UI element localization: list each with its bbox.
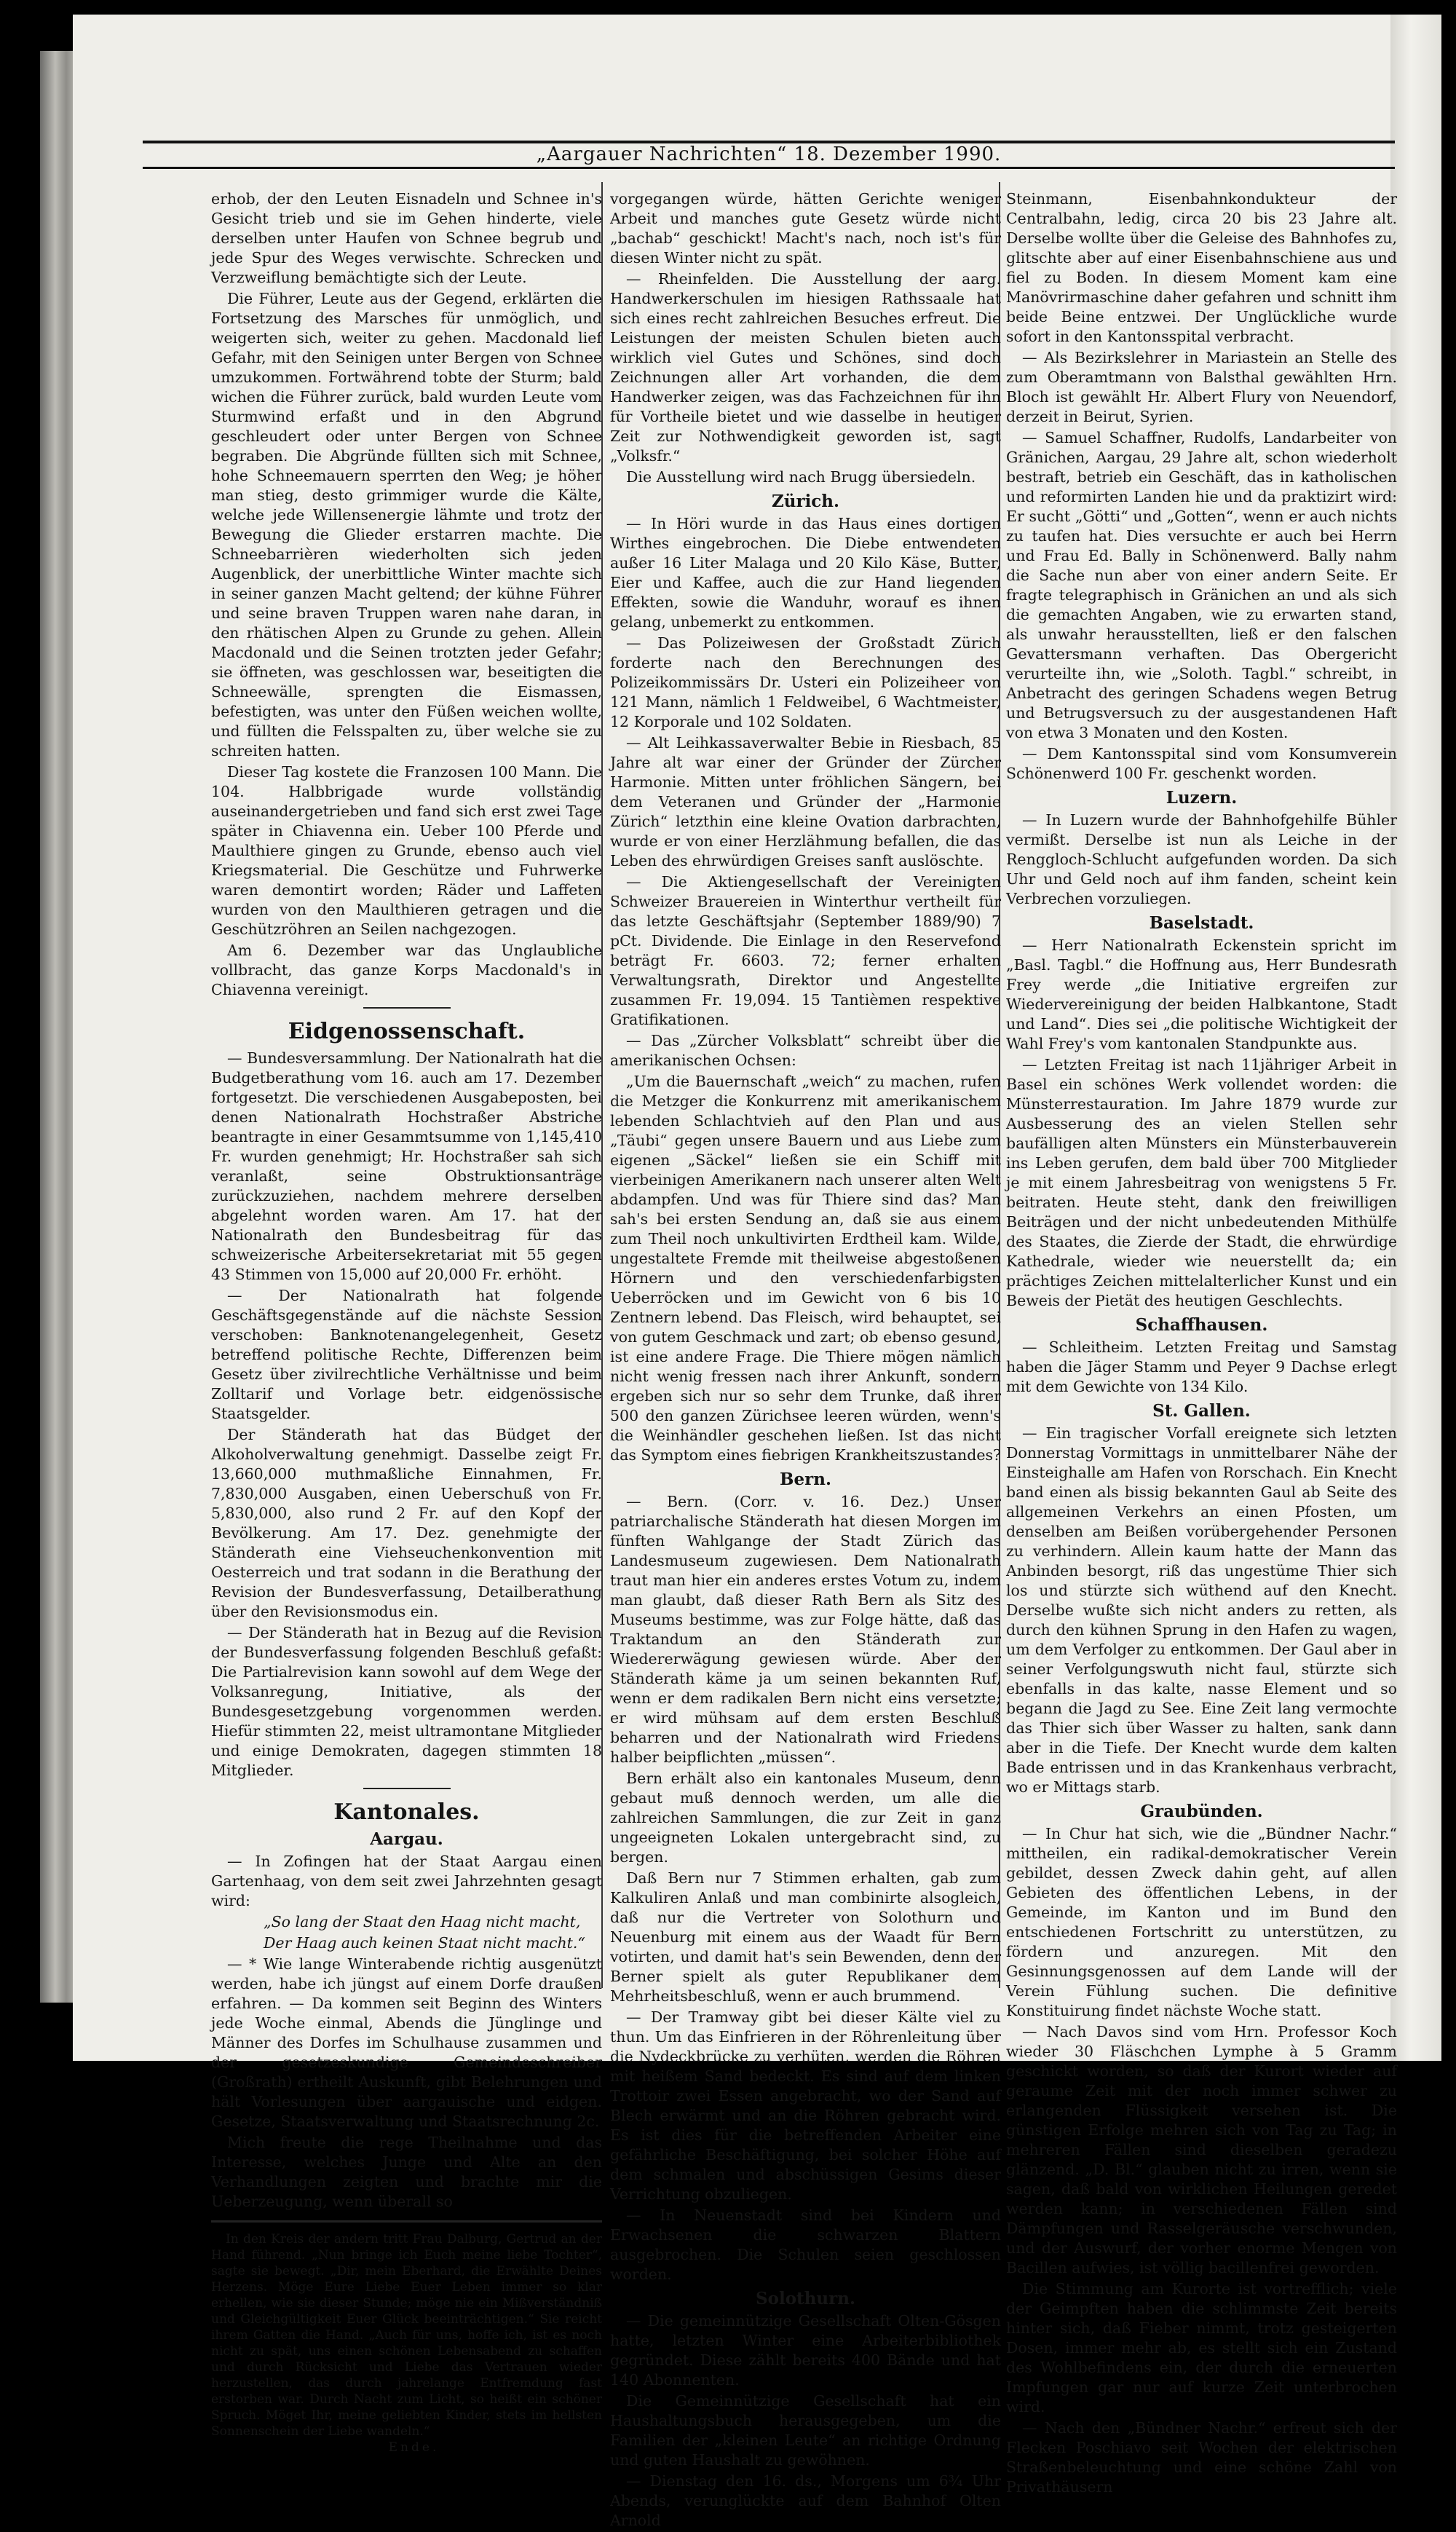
paragraph: — In Höri wurde in das Haus eines dortigen Wirthes eingebrochen. Die Diebe entwendeten außer 16 Liter Malaga und 20 Kilo Käse, Butter, Eier und Kaffee, auch die zur Hand liegenden Effekten, sowie die Wanduhr, worauf es ihnen gelang, unbemerkt zu entkommen. <box>610 515 1001 631</box>
sub-heading-luzern: Luzern. <box>1166 788 1238 808</box>
paragraph: — Das „Zürcher Volksblatt“ schreibt über die amerikanischen Ochsen: <box>610 1032 1001 1069</box>
feuilleton-paragraph: In den Kreis der andern tritt Frau Dalburg, Gertrud an der Hand führend. „Nun bringe ich Euch meine liebe Tochter“, sagte sie bewegt. „Dir, mein Eberhard, die Erwählte Deines Herzens. Möge Eure Liebe Euer Leben immer so klar erhellen, wie sie dieser Stunde; möge nie ein Mißverständniß und Gleichgültigkeit Euer Glück beeinträchtigen.“ Sie reicht ihrem Gatten die Hand. „Auch für uns, hoffe ich, ist es noch nicht zu spät, uns einen schönen Lebensabend zu schaffen und durch Rücksicht und Liebe das Vertrauen wieder herzustellen, das durch jahrelange Entfremdung fast erstorben war. Durch Nacht zum Licht, so heißt ein schöner Spruch. Möget Ihr, meine geliebten Kinder, stets im hellsten Sonnenschein der Liebe wandeln.“ <box>211 2232 602 2439</box>
paragraph: — Der Ständerath hat in Bezug auf die Revision der Bundesverfassung folgenden Beschluß gefaßt: Die Partialrevision kann sowohl auf dem Wege der Volksanregung, Initiative, als der Bundesgesetzgebung vorgenommen werden. Hiefür stimmten 22, meist ultramontane Mitglieder und einige Demokraten, dagegen stimmten 18 Mitglieder. <box>211 1624 602 1779</box>
paragraph: — Als Bezirkslehrer in Mariastein an Stelle des zum Oberamtmann von Balsthal gewählten Hrn. Bloch ist gewählt Hr. Albert Flury von Neuendorf, derzeit in Beirut, Syrien. <box>1006 349 1397 425</box>
masthead-rule-bottom <box>143 167 1395 169</box>
paragraph: — Herr Nationalrath Eckenstein spricht im „Basl. Tagbl.“ die Hoffnung aus, Herr Bundesrath Frey werde „die Initiative ergreifen zur Wiedervereinigung der beiden Halbkantone, Stadt und Land“. Dies sei „die politische Wichtigkeit der Wahl Frey's vom kantonalen Standpunkte aus. <box>1006 936 1397 1052</box>
paragraph: — Alt Leihkassaverwalter Bebie in Riesbach, 85 Jahre alt war einer der Gründer der Zürcher Harmonie. Mitten unter fröhlichen Sängern, bei dem Veteranen und Gründer der „Harmonie Zürich“ letzthin eine kleine Ovation darbrachten, wurde er von einer Herzlähmung befallen, die das Leben des ehrwürdigen Greises sanft auslöschte. <box>610 734 1001 869</box>
paragraph: — Das Polizeiwesen der Großstadt Zürich forderte nach den Berechnungen des Polizeikommissärs Dr. Usteri ein Polizeiheer von 121 Mann, nämlich 1 Feldweibel, 6 Wachtmeister, 12 Korporale und 102 Soldaten. <box>610 634 1001 730</box>
section-heading-kantonales: Kantonales. <box>333 1799 480 1825</box>
paragraph: — Die Aktiengesellschaft der Vereinigten Schweizer Brauereien in Winterthur vertheilt für das letzte Geschäftsjahr (September 1889/90) 7 pCt. Dividende. Die Einlage in den Reservefond beträgt Fr. 6603. 72; ferner erhalten Verwaltungsrath, Direktor und Angestellte zusammen Fr. 19,094. 15 Tantièmen respektive Gratifikationen. <box>610 873 1001 1028</box>
sub-heading-bern: Bern. <box>780 1470 831 1489</box>
feuilleton-end: Ende. <box>388 2440 440 2455</box>
divider <box>363 1788 451 1789</box>
feuilleton <box>211 2231 602 2456</box>
paragraph: Die Gemeinnützige Gesellschaft hat ein Haushaltungsbuch herausgegeben, um die Familien der „kleinen Leute“ an richtige Ordnung und guten Haushalt zu gewöhnen. <box>610 2392 1001 2469</box>
paragraph: Am 6. Dezember war das Unglaubliche vollbracht, das ganze Korps Macdonald's in Chiavenna vereinigt. <box>211 942 602 998</box>
paragraph: „Um die Bauernschaft „weich“ zu machen, rufen die Metzger die Konkurrenz mit amerikanischem lebenden Schlachtvieh auf den Plan und aus „Täubi“ gegen unsere Bauern und aus Liebe zum eigenen „Säckel“ ließen sie ein Schiff mit vierbeinigen Amerikanern nach unserer alten Welt abdampfen. Und was für Thiere sind das? Man sah's bei ersten Sendung an, daß sie aus einem zum Theil noch unkultivirten Erdtheil kam. Wilde, ungestaltete Fremde mit theilweise abgestoßenen Hörnern und den verschiedenfarbigsten Ueberröcken und im Gewicht von 6 bis 10 Zentnern lebend. Das Fleisch, wird behauptet, sei von gutem Geschmack und zart; ob ebenso gesund, ist eine andere Frage. Die Thiere mögen nämlich nicht wenig fressen nach ihrer Ankunft, sondern ergeben sich nur so sehr dem Trunke, daß ihrer 500 den ganzen Zürichsee leeren würden, wenn's die Weinhändler geschehen ließen. Ist das nicht das Symptom eines fiebrigen Krankheitszustandes? <box>610 1073 1001 1464</box>
paragraph: Steinmann, Eisenbahnkondukteur der Centralbahn, ledig, circa 20 bis 23 Jahre alt. Derselbe wollte über die Geleise des Bahnhofes zu, glitschte aber auf einer Eisenbahnschiene aus und fiel zu Boden. In diesem Moment kam eine Manövrirmaschine daher gefahren und schnitt ihm beide Beine entzwei. Der Unglückliche wurde sofort in den Kantonsspital verbracht. <box>1006 190 1397 345</box>
divider <box>363 1007 451 1009</box>
paragraph: — Bundesversammlung. Der Nationalrath hat die Budgetberathung vom 16. auch am 17. Dezember fortgesetzt. Die verschiedenen Ausgabeposten, bei denen Nationalrath Hochstraßer Abstriche beantragte in einer Gesammtsumme von 1,145,410 Fr. wurden genehmigt; Hr. Hochstraßer sah sich veranlaßt, seine Obstruktionsanträge zurückzuziehen, nachdem mehrere derselben abgelehnt worden waren. Am 17. hat der Nationalrath den Bundesbeitrag für das schweizerische Arbeitersekretariat mit 55 gegen 43 Stimmen von 15,000 auf 20,000 Fr. erhöht. <box>211 1049 602 1283</box>
column-3 <box>1006 189 1397 2499</box>
divider <box>211 2220 602 2223</box>
paragraph: Bern erhält also ein kantonales Museum, denn gebaut muß dennoch werden, um alle die zahlreichen Sammlungen, die zur Zeit in ganz ungeeigneten Lokalen untergebracht sind, zu bergen. <box>610 1770 1001 1866</box>
sub-heading-solothurn: Solothurn. <box>756 2289 855 2308</box>
paragraph: — Der Nationalrath hat folgende Geschäftsgegenstände auf die nächste Session verschoben: Banknotenangelegenheit, Gesetz betreffend politische Rechte, Differenzen beim Gesetz über zivilrechtliche Verhältnisse und beim Zolltarif und Vorlage betr. eidgenössische Staatsgelder. <box>211 1287 602 1422</box>
column-2 <box>610 189 1001 2532</box>
paragraph: — Dienstag den 16. ds., Morgens um 6¾ Uhr Abends, verunglückte auf dem Bahnhof Olten Arnold <box>610 2472 1001 2529</box>
masthead-title-text: „Aargauer Nachrichten“ 18. Dezember 1990. <box>526 143 1012 165</box>
paragraph: Die Ausstellung wird nach Brugg übersiedeln. <box>626 468 976 486</box>
paragraph: — Die gemeinnützige Gesellschaft Olten-Gösgen hatte, letzten Winter eine Arbeiterbibliothek gegründet. Diese zählt bereits 400 Bände und hat 140 Abonnenten. <box>610 2312 1001 2389</box>
paragraph: — Nach Davos sind vom Hrn. Professor Koch wieder 30 Fläschchen Lymphe à 5 Gramm geschickt worden, so daß der Kurort wieder auf geraume Zeit mit der noch immer schwer zu erlangenden Flüssigkeit versehen ist. Die günstigen Erfolge mehren sich von Tag zu Tag; in mehreren Fällen sind dieselben geradezu glänzend. „D. Bl.“ glauben nicht zu irren, wenn sie sagen, daß bald von wirklichen Heilungen geredet werden kann; in verschiedenen Fällen sind Dämpfungen und Rasselgeräusche verschwunden, und der Auswurf, der vorher enorme Mengen von Bacillen aufwies, ist völlig bacillenfrei geworden. <box>1006 2023 1397 2276</box>
paragraph: Dieser Tag kostete die Franzosen 100 Mann. Die 104. Halbbrigade wurde vollständig auseinandergetrieben und fand sich erst zwei Tage später in Chiavenna ein. Ueber 100 Pferde und Maulthiere gingen zu Grunde, ebenso auch viel Kriegsmaterial. Die Geschütze und Fuhrwerke waren demontirt worden; Räder und Laffeten wurden von den Maulthieren getragen und die Geschützröhren an Seilen nachgezogen. <box>211 763 602 938</box>
paragraph: — Nach den „Bündner Nachr.“ erfreut sich der Flecken Poschiavo seit Wochen der elektrischen Straßenbeleuchtung und eine schöne Zahl von Privathäusern <box>1006 2419 1397 2496</box>
paragraph: Daß Bern nur 7 Stimmen erhalten, gab zum Kalkuliren Anlaß und man combinirte alsogleich, daß nur die Vertreter von Solothurn und Neuenburg mit einem aus der Waadt für Bern votirten, und damit hat's sein Bewenden, denn der Berner spielt als guter Republikaner dem Mehrheitsbeschluß, wenn er auch brummend. <box>610 1869 1001 2005</box>
page-edge <box>1390 15 1441 2061</box>
paragraph: — Samuel Schaffner, Rudolfs, Landarbeiter von Gränichen, Aargau, 29 Jahre alt, schon wiederholt bestraft, betrieb ein Geschäft, das in katholischen und reformirten Landen hie und da praktizirt wird: Er sucht „Götti“ und „Gotten“, wenn er auch nichts zu taufen hat. Dies versuchte er auch bei Herrn und Frau Ed. Bally in Schönenwerd. Bally nahm die Sache nun aber von einer andern Seite. Er fragte telegraphisch in Gränichen an und als sich die gemachten Angaben, wie zu erwarten stand, als unwahr herausstellten, ließ er den falschen Gevattersmann verhaften. Das Obergericht verurteilte ihn, wie „Soloth. Tagbl.“ schreibt, in Anbetracht des geringen Schadens wegen Betrug und Betrugsversuch zu der ausgestandenen Haft von etwa 3 Monaten und den Kosten. <box>1006 429 1397 741</box>
masthead <box>143 135 1395 171</box>
paragraph: — Der Tramway gibt bei dieser Kälte viel zu thun. Um das Einfrieren in der Röhrenleitung über die Nydeckbrücke zu verhüten, werden die Röhren mit heißem Sand bedeckt. Es sind auf dem linken Trottoir zwei Essen angebracht, wo der Sand auf Blech erwärmt und an die Röhren gebracht wird. Es ist dies für die betreffenden Arbeiter eine gefährliche Beschäftigung, bei solcher Höhe auf dem schmalen und abschüssigen Gesims dieser Verrichtung obzuliegen. <box>610 2008 1001 2203</box>
paragraph: Der Ständerath hat das Büdget der Alkoholverwaltung genehmigt. Dasselbe zeigt Fr. 13,660,000 muthmaßliche Einnahmen, Fr. 7,830,000 Ausgaben, einen Ueberschuß von Fr. 5,830,000, also rund 2 Fr. auf den Kopf der Bevölkerung. Am 17. Dez. genehmigte der Ständerath eine Viehseuchenkonvention mit Oesterreich und trat sodann in die Berathung der Revision der Bundesverfassung, Detailberathung über den Revisionsmodus ein. <box>211 1426 602 1620</box>
paragraph: — Letzten Freitag ist nach 11jähriger Arbeit in Basel ein schönes Werk vollendet worden: die Münsterrestauration. Im Jahre 1879 wurde zur Ausbesserung des an vielen Stellen sehr baufälligen alten Münsters ein Münsterbauverein ins Leben gerufen, dem bald über 700 Mitglieder je mit einem Jahresbeitrag von wenigstens 5 Fr. beitraten. Heute steht, dank den freiwilligen Beiträgen und der nicht unbedeutenden Mithülfe des Staates, die Zierde der Stadt, die ehrwürdige Kathedrale, wieder wie neuerstellt da; ein prächtiges Zeichen mittelalterlicher Kunst und ein Beweis der Pietät des heutigen Geschlechts. <box>1006 1056 1397 1309</box>
paragraph: Die Stimmung am Kurorte ist vortrefflich; viele der Geimpften haben die schlimmste Zeit bereits hinter sich, daß Fieber nimmt, trotz gesteigerten Dosen, immer mehr ab, es stellt sich ein Zustand des Wohlbefindens ein, der durch die erneuerten Impfungen gar nur auf kurze Zeit unterbrochen wird. <box>1006 2280 1397 2415</box>
sub-heading-st-gallen: St. Gallen. <box>1152 1401 1251 1421</box>
paragraph: — Dem Kantonsspital sind vom Konsumverein Schönenwerd 100 Fr. geschenkt worden. <box>1006 745 1397 782</box>
sub-heading-zuerich: Zürich. <box>771 492 840 511</box>
paragraph: — Ein tragischer Vorfall ereignete sich letzten Donnerstag Vormittags in unmittelbarer Nähe der Einsteighalle am Hafen von Rorschach. Ein Knecht band einen als bissig bekannten Gaul ab Seite des allgemeinen Verkehrs an einen Pfosten, um denselben am Beißen vorübergehender Personen zu verhindern. Allein kaum hatte der Mann das Anbinden besorgt, riß das ungestüme Thier sich los und stürzte sich wüthend auf den Knecht. Derselbe wußte sich nicht anders zu retten, als durch den kühnen Sprung in den Hafen zu wagen, um dem Verfolger zu entkommen. Der Gaul aber in seiner Verfolgungswuth nicht faul, stürzte sich ebenfalls in das kalte, nasse Element und so begann die Jagd zu See. Eine Zeit lang vermochte das Thier sich über Wasser zu halten, sank dann aber in die Tiefe. Der Knecht wurde dem kalten Bade entrissen und in das Krankenhaus verbracht, wo er Mittags starb. <box>1006 1424 1397 1796</box>
paragraph: — In Zofingen hat der Staat Aargau einen Gartenhaag, von dem seit zwei Jahrzehnten gesagt wird: <box>211 1853 602 1909</box>
paragraph: erhob, der den Leuten Eisnadeln und Schnee in's Gesicht trieb und sie im Gehen hinderte, viele derselben unter Haufen von Schnee begrub und jede Spur des Weges verwischte. Schrecken und Verzweiflung bemächtigte sich der Leute. <box>211 190 602 286</box>
paragraph: — * Wie lange Winterabende richtig ausgenützt werden, habe ich jüngst auf einem Dorfe draußen erfahren. — Da kommen seit Beginn des Winters jede Woche einmal, Abends die Jünglinge und Männer des Dorfes im Schulhause zusammen und der gesetzeskundige Gemeindeschreiber (Großrath) ertheilt Auskunft, gibt Belehrungen und hält Vorlesungen über aargauische und eidgen. Gesetze, Staatsverwaltung und Staatsrechnung 2c. <box>211 1955 602 2130</box>
section-heading-eidgenossenschaft: Eidgenossenschaft. <box>288 1019 526 1044</box>
sub-heading-graubuenden: Graubünden. <box>1140 1802 1263 1821</box>
paragraph: Mich freute die rege Theilnahme und das Interesse, welches Junge und Alte an den Verhandlungen zeigten und brachte mir die Ueberzeugung, wenn überall so <box>211 2134 602 2210</box>
paragraph: — Rheinfelden. Die Ausstellung der aarg. Handwerkerschulen im hiesigen Rathssaale hat sich eines recht zahlreichen Besuches erfreut. Die Leistungen der meisten Schulen bieten auch wirklich viel Gutes und Schönes, sind doch Zeichnungen aller Art vorhanden, die dem Handwerker zeigen, was das Fachzeichnen für ihn für Vortheile bietet und wie dasselbe in heutiger Zeit zur Nothwendigkeit geworden ist, sagt „Volksfr.“ <box>610 270 1001 465</box>
quote-line: „So lang der Staat den Haag nicht macht, <box>264 1913 581 1930</box>
paragraph: — In Neuenstadt sind bei Kindern und Erwachsenen die schwarzen Blattern ausgebrochen. Die Schulen seien geschlossen worden. <box>610 2206 1001 2283</box>
paragraph: Die Führer, Leute aus der Gegend, erklärten die Fortsetzung des Marsches für unmöglich, und weigerten sich, weiter zu gehen. Macdonald lief Gefahr, mit den Seinigen unter Bergen von Schnee umzukommen. Fortwährend tobte der Sturm; bald wichen die Führer zurück, bald wurden Leute vom Sturmwind erfaßt und in den Abgrund geschleudert oder unter Bergen von Schnee begraben. Die Abgründe füllten sich mit Schnee, hohe Schneemauern sperrten den Weg; je höher man stieg, desto grimmiger wurde die Kälte, welche jede Willensenergie lähmte und trotz der Bewegung die Glieder erstarren machte. Die Schneebarrièren wiederholten sich jeden Augenblick, der unerbittliche Winter machte sich in seiner ganzen Macht geltend; der kühne Führer und seine braven Truppen waren nahe daran, in den rhätischen Alpen zu Grunde zu gehen. Allein Macdonald und die Seinen trotzten jeder Gefahr; sie öffneten, was geschlossen war, beseitigten die Schneewälle, sprengten die Eismassen, befestigten, was unter den Füßen weichen wollte, und füllten die Felsspalten zu, über welche sie zu schreiten hatten. <box>211 290 602 760</box>
quote-line: Der Haag auch keinen Staat nicht macht.“ <box>264 1934 585 1952</box>
masthead-title <box>143 143 1395 165</box>
sub-heading-aargau: Aargau. <box>370 1829 443 1849</box>
sub-heading-schaffhausen: Schaffhausen. <box>1135 1315 1268 1335</box>
paragraph: — In Luzern wurde der Bahnhofgehilfe Bühler vermißt. Derselbe ist nun als Leiche in der Renggloch-Schlucht aufgefunden worden. Da sich Uhr und Geld noch auf ihm fanden, scheint kein Verbrechen vorzuliegen. <box>1006 811 1397 907</box>
paragraph: — In Chur hat sich, wie die „Bündner Nachr.“ mittheilen, ein radikal-demokratischer Verein gebildet, dessen Zweck dahin geht, auf allen Gebieten des öffentlichen Lebens, in der Gemeinde, im Kanton und im Bund den entschiedenen Fortschritt zu unterstützen, zu fördern und anzuregen. Mit den Gesinnungsgenossen auf dem Lande will der Verein Fühlung suchen. Die definitive Konstituirung findet nächste Woche statt. <box>1006 1825 1397 2019</box>
paragraph: — Bern. (Corr. v. 16. Dez.) Unser patriarchalische Ständerath hat diesen Morgen im fünften Wahlgange der Stadt Zürich das Landesmuseum zugewiesen. Dem Nationalrath traut man hier ein anderes erstes Votum zu, indem man glaubt, daß dieser Rath Bern als Sitz des Museums bestimme, was zur Folge hätte, daß das Traktandum an den Ständerath zur Wiedererwägung gewiesen würde. Aber der Ständerath käme ja um seinen bekannten Ruf, wenn er dem radikalen Bern nicht eins versetzte; er wird mühsam auf dem ersten Beschluß beharren und der Nationalrath wird Friedens halber beipflichten „müssen“. <box>610 1493 1001 1766</box>
column-1 <box>211 189 602 2456</box>
paragraph: — Schleitheim. Letzten Freitag und Samstag haben die Jäger Stamm und Peyer 9 Dachse erlegt mit dem Gewichte von 134 Kilo. <box>1006 1338 1397 1395</box>
sub-heading-baselstadt: Baselstadt. <box>1149 913 1254 933</box>
paragraph: vorgegangen würde, hätten Gerichte weniger Arbeit und manches gute Gesetz würde nicht „bachab“ geschickt! Macht's nach, noch ist's für diesen Winter nicht zu spät. <box>610 190 1001 267</box>
